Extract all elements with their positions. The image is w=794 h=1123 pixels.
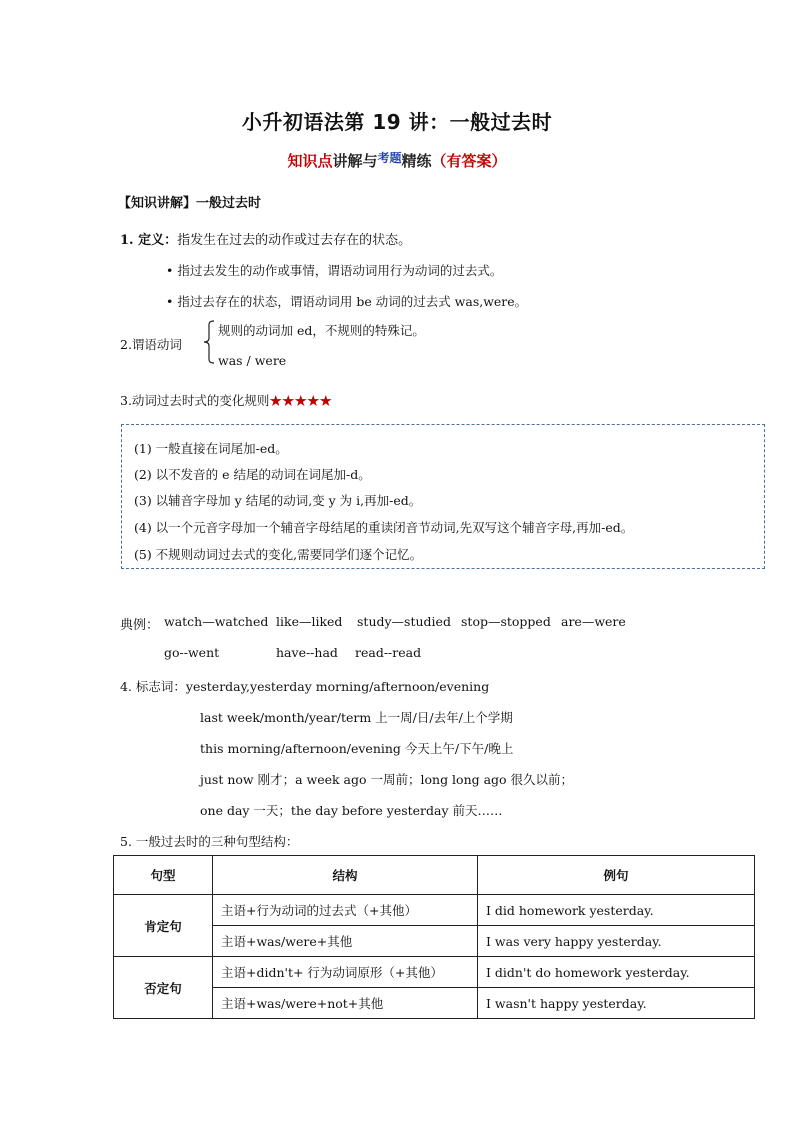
rules-heading-text: 3.动词过去时式的变化规则 xyxy=(120,393,270,408)
example-cell: I wasn't happy yesterday. xyxy=(478,988,755,1019)
subtitle-part-1: 知识点 xyxy=(287,152,333,170)
structure-cell: 主语+was/were+not+其他 xyxy=(213,988,478,1019)
example-item: read--read xyxy=(355,645,422,660)
example-cell: I did homework yesterday. xyxy=(478,895,755,926)
rule-item: (5) 不规则动词过去式的变化,需要同学们逐个记忆。 xyxy=(134,547,423,562)
definition-text: 指发生在过去的动作或过去存在的状态。 xyxy=(177,233,412,248)
examples-label: 典例： xyxy=(120,618,160,633)
structure-cell: 主语+was/were+其他 xyxy=(213,926,478,957)
table-header-cell: 句型 xyxy=(114,856,213,895)
example-item: watch—watched xyxy=(164,614,269,629)
markers-line-5: one day 一天；the day before yesterday 前天…… xyxy=(200,803,503,818)
star-rating-icon: ★★★★★ xyxy=(269,393,332,408)
example-cell: I was very happy yesterday. xyxy=(478,926,755,957)
rules-heading xyxy=(120,391,332,409)
example-cell: I didn't do homework yesterday. xyxy=(478,957,755,988)
curly-brace-icon xyxy=(202,320,216,364)
table-header-cell: 结构 xyxy=(213,856,478,895)
sentence-type-cell: 否定句 xyxy=(114,957,213,1019)
markers-text: yesterday,yesterday morning/afternoon/evening xyxy=(185,679,490,694)
markers-line-3: this morning/afternoon/evening 今天上午/下午/晚上 xyxy=(200,741,514,756)
definition-line xyxy=(120,229,411,248)
section-heading: 【知识讲解】一般过去时 xyxy=(118,196,262,211)
example-item: are—were xyxy=(561,614,626,629)
table-row xyxy=(114,895,755,926)
rules-box xyxy=(121,424,765,569)
predicate-line-1: 规则的动词加 ed，不规则的特殊记。 xyxy=(218,323,425,338)
sentence-structure-table xyxy=(113,855,755,1019)
rule-item: (1) 一般直接在词尾加-ed。 xyxy=(134,441,288,456)
page-subtitle xyxy=(0,150,794,171)
example-item: go--went xyxy=(164,645,220,660)
example-item: stop—stopped xyxy=(461,614,551,629)
subtitle-part-2: 讲解与 xyxy=(332,152,378,170)
table-header-row xyxy=(114,856,755,895)
definition-label: 1. 定义： xyxy=(120,233,178,248)
structure-cell: 主语+didn't+ 行为动词原形（+其他） xyxy=(213,957,478,988)
definition-bullet-2: • 指过去存在的状态，谓语动词用 be 动词的过去式 was,were。 xyxy=(166,294,528,309)
page-title: 小升初语法第 19 讲：一般过去时 xyxy=(241,110,553,134)
structures-heading: 5. 一般过去时的三种句型结构： xyxy=(120,834,299,849)
definition-bullet-1: • 指过去发生的动作或事情，谓语动词用行为动词的过去式。 xyxy=(166,263,503,278)
table-header-cell: 例句 xyxy=(478,856,755,895)
subtitle-part-5: （有答案） xyxy=(431,152,507,170)
predicate-line-2: was / were xyxy=(218,353,287,368)
example-item: have--had xyxy=(276,645,338,660)
example-item: study—studied xyxy=(357,614,451,629)
rule-item: (4) 以一个元音字母加一个辅音字母结尾的重读闭音节动词,先双写这个辅音字母,再加-ed。 xyxy=(134,520,634,535)
structure-cell: 主语+行为动词的过去式（+其他） xyxy=(213,895,478,926)
sentence-type-cell: 肯定句 xyxy=(114,895,213,957)
rule-item: (3) 以辅音字母加 y 结尾的动词,变 y 为 i,再加-ed。 xyxy=(134,493,422,508)
example-item: like—liked xyxy=(276,614,343,629)
markers-line-1 xyxy=(120,677,489,695)
predicate-label: 2.谓语动词 xyxy=(120,337,182,352)
subtitle-part-4: 精练 xyxy=(401,152,432,170)
markers-label: 4. 标志词： xyxy=(120,679,186,694)
markers-line-4: just now 刚才；a week ago 一周前；long long ago 很久以前； xyxy=(200,772,574,787)
table-row xyxy=(114,957,755,988)
markers-line-2: last week/month/year/term 上一周/日/去年/上个学期 xyxy=(200,710,513,725)
subtitle-part-3: 考题 xyxy=(377,151,402,165)
rule-item: (2) 以不发音的 e 结尾的动词在词尾加-d。 xyxy=(134,467,371,482)
